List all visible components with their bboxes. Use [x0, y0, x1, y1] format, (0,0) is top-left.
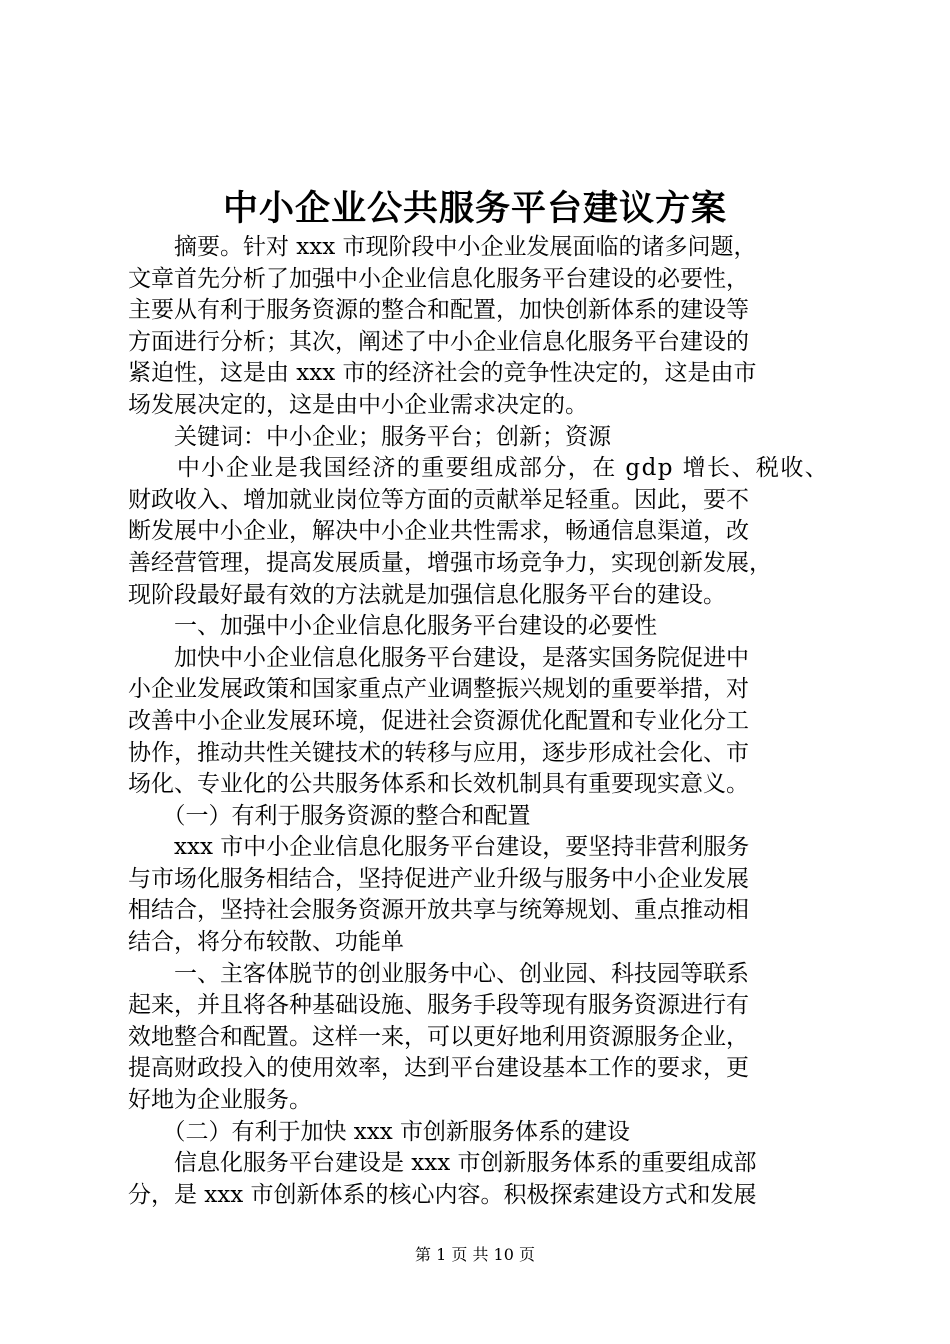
text-line: 改善中小企业发展环境，促进社会资源优化配置和专业化分工 — [128, 707, 749, 734]
text-line: 善经营管理，提高发展质量，增强市场竞争力，实现创新发展， — [128, 549, 772, 576]
text-line: 好地为企业服务。 — [128, 1087, 312, 1114]
text-line: 结合，将分布较散、功能单 — [128, 929, 404, 956]
text-line: 一、加强中小企业信息化服务平台建设的必要性 — [128, 613, 657, 640]
text-line: 协作，推动共性关键技术的转移与应用，逐步形成社会化、市 — [128, 739, 749, 766]
text-line: 摘要。针对 xxx 市现阶段中小企业发展面临的诸多问题， — [128, 234, 757, 260]
text-line: 场发展决定的，这是由中小企业需求决定的。 — [128, 391, 588, 418]
text-line: 加快中小企业信息化服务平台建设，是落实国务院促进中 — [128, 644, 749, 671]
text-line: 方面进行分析；其次，阐述了中小企业信息化服务平台建设的 — [128, 328, 749, 355]
text-line: xxx 市中小企业信息化服务平台建设，要坚持非营利服务 — [128, 834, 750, 861]
text-line: 现阶段最好最有效的方法就是加强信息化服务平台的建设。 — [128, 581, 726, 608]
text-line: （一）有利于服务资源的整合和配置 — [128, 802, 531, 829]
text-line: 财政收入、增加就业岗位等方面的贡献举足轻重。因此，要不 — [128, 486, 749, 513]
text-line: 相结合，坚持社会服务资源开放共享与统筹规划、重点推动相 — [128, 897, 749, 924]
text-line: 一、主客体脱节的创业服务中心、创业园、科技园等联系 — [128, 960, 749, 987]
text-line: 小企业发展政策和国家重点产业调整振兴规划的重要举措，对 — [128, 676, 749, 703]
text-line: 紧迫性，这是由 xxx 市的经济社会的竞争性决定的，这是由市 — [128, 360, 757, 387]
page-footer: 第 1 页 共 10 页 — [415, 1245, 535, 1264]
text-line: 关键词：中小企业；服务平台；创新；资源 — [128, 423, 611, 450]
text-line: 提高财政投入的使用效率，达到平台建设基本工作的要求，更 — [128, 1055, 749, 1082]
text-line: 文章首先分析了加强中小企业信息化服务平台建设的必要性， — [128, 265, 749, 292]
text-line: 主要从有利于服务资源的整合和配置，加快创新体系的建设等 — [128, 297, 749, 324]
text-line: 效地整合和配置。这样一来，可以更好地利用资源服务企业， — [128, 1023, 749, 1050]
text-line: 中小企业是我国经济的重要组成部分，在 gdp 增长、税收、 — [128, 455, 830, 482]
text-line: 与市场化服务相结合，坚持促进产业升级与服务中小企业发展 — [128, 865, 749, 892]
text-line: （二）有利于加快 xxx 市创新服务体系的建设 — [128, 1118, 631, 1145]
text-line: 分，是 xxx 市创新体系的核心内容。积极探索建设方式和发展 — [128, 1181, 757, 1208]
text-line: 起来，并且将各种基础设施、服务手段等现有服务资源进行有 — [128, 992, 749, 1019]
document-body — [128, 232, 828, 1211]
text-line: 断发展中小企业，解决中小企业共性需求，畅通信息渠道，改 — [128, 518, 749, 545]
text-line: 场化、专业化的公共服务体系和长效机制具有重要现实意义。 — [128, 771, 749, 798]
text-line: 信息化服务平台建设是 xxx 市创新服务体系的重要组成部 — [128, 1150, 757, 1177]
document-title: 中小企业公共服务平台建议方案 — [222, 189, 727, 229]
